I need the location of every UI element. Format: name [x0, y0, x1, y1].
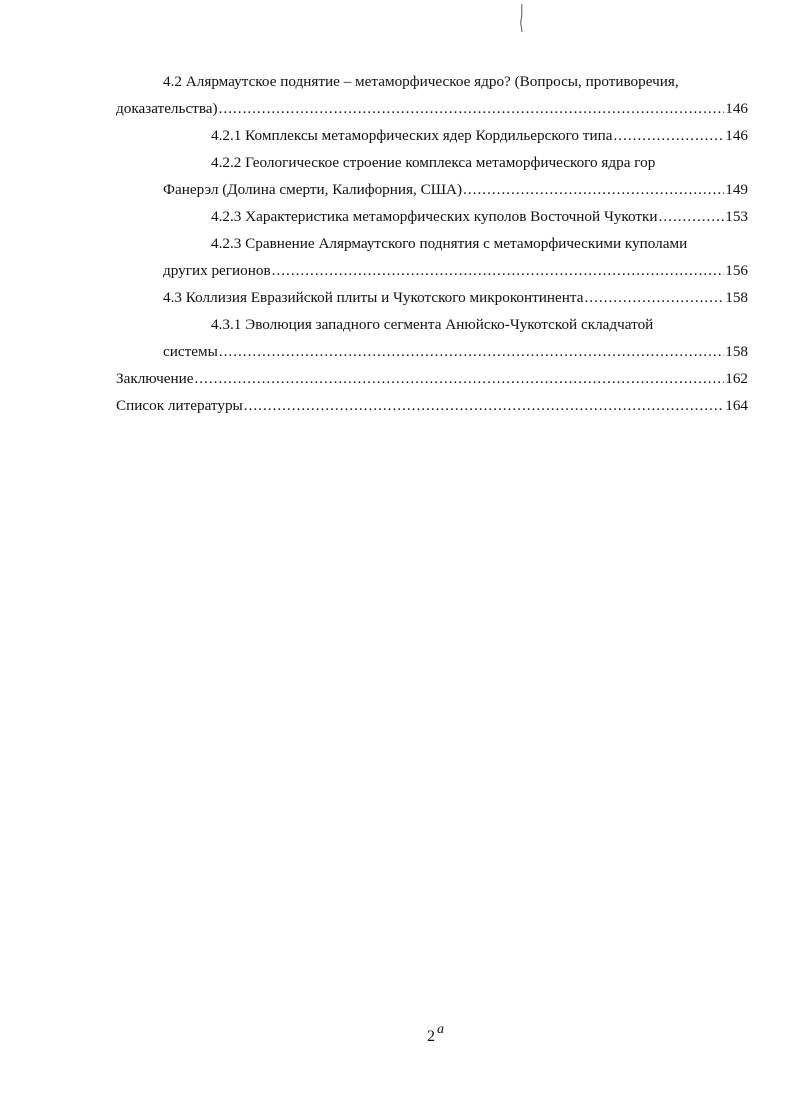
toc-entry-4-3-1-cont[interactable] [116, 338, 748, 365]
toc-dot-leader [584, 284, 724, 311]
toc-page-number: 158 [725, 343, 748, 360]
toc-entry-conclusion[interactable] [116, 365, 748, 392]
toc-page-number: 164 [725, 397, 748, 414]
toc-entry-4-2-cont[interactable] [116, 95, 748, 122]
toc-dot-leader [272, 257, 725, 284]
toc-dot-leader [219, 95, 725, 122]
page-number-suffix: а [437, 1022, 444, 1037]
toc-entry-title: 4.2.1 Комплексы метаморфических ядер Кордильерского типа [211, 127, 613, 144]
toc-dot-leader [244, 392, 724, 419]
toc-dot-leader [194, 365, 724, 392]
toc-entry-title: доказательства) [116, 100, 218, 117]
toc-entry-4-2-lead[interactable] [116, 68, 748, 95]
toc-page-number: 146 [725, 100, 748, 117]
toc-entry-title: Фанерэл (Долина смерти, Калифорния, США) [163, 181, 463, 198]
toc-page-number: 146 [725, 127, 748, 144]
toc-entry-title: 4.2.3 Характеристика метаморфических куполов Восточной Чукотки [211, 208, 658, 225]
toc-entry-references[interactable] [116, 392, 748, 419]
toc-dot-leader [659, 203, 725, 230]
toc-entry-4-3-1-lead[interactable] [116, 311, 748, 338]
toc-dot-leader [463, 176, 724, 203]
toc-entry-title: системы [163, 343, 218, 360]
toc-dot-leader [613, 122, 724, 149]
table-of-contents [116, 68, 748, 419]
toc-entry-4-2-2-lead[interactable] [116, 149, 748, 176]
toc-dot-leader [219, 338, 724, 365]
toc-entry-4-2-3b-cont[interactable] [116, 257, 748, 284]
toc-page-number: 162 [725, 370, 748, 387]
toc-entry-4-2-2-cont[interactable] [116, 176, 748, 203]
toc-entry-title: 4.2.3 Сравнение Алярмаутского поднятия с метаморфическими куполами [211, 235, 688, 252]
toc-entry-title: 4.2.2 Геологическое строение комплекса метаморфического ядра гор [211, 154, 656, 171]
toc-entry-4-2-1[interactable] [116, 122, 748, 149]
toc-entry-title: других регионов [163, 262, 271, 279]
toc-entry-title: Список литературы [116, 397, 243, 414]
margin-pencil-mark [519, 4, 525, 32]
toc-entry-title: 4.3 Коллизия Евразийской плиты и Чукотского микроконтинента [163, 289, 584, 306]
toc-entry-title: Заключение [116, 370, 194, 387]
toc-page-number: 149 [725, 181, 748, 198]
toc-entry-4-3[interactable] [116, 284, 748, 311]
toc-page-number: 156 [725, 262, 748, 279]
toc-entry-4-2-3b-lead[interactable] [116, 230, 748, 257]
toc-entry-4-2-3a[interactable] [116, 203, 748, 230]
toc-entry-title: 4.2 Алярмаутское поднятие – метаморфическое ядро? (Вопросы, противоречия, [163, 73, 679, 90]
toc-entry-title: 4.3.1 Эволюция западного сегмента Анюйско-Чукотской складчатой [211, 316, 654, 333]
page-number: 2 [427, 1028, 435, 1045]
toc-page-number: 153 [725, 208, 748, 225]
toc-page-number: 158 [725, 289, 748, 306]
